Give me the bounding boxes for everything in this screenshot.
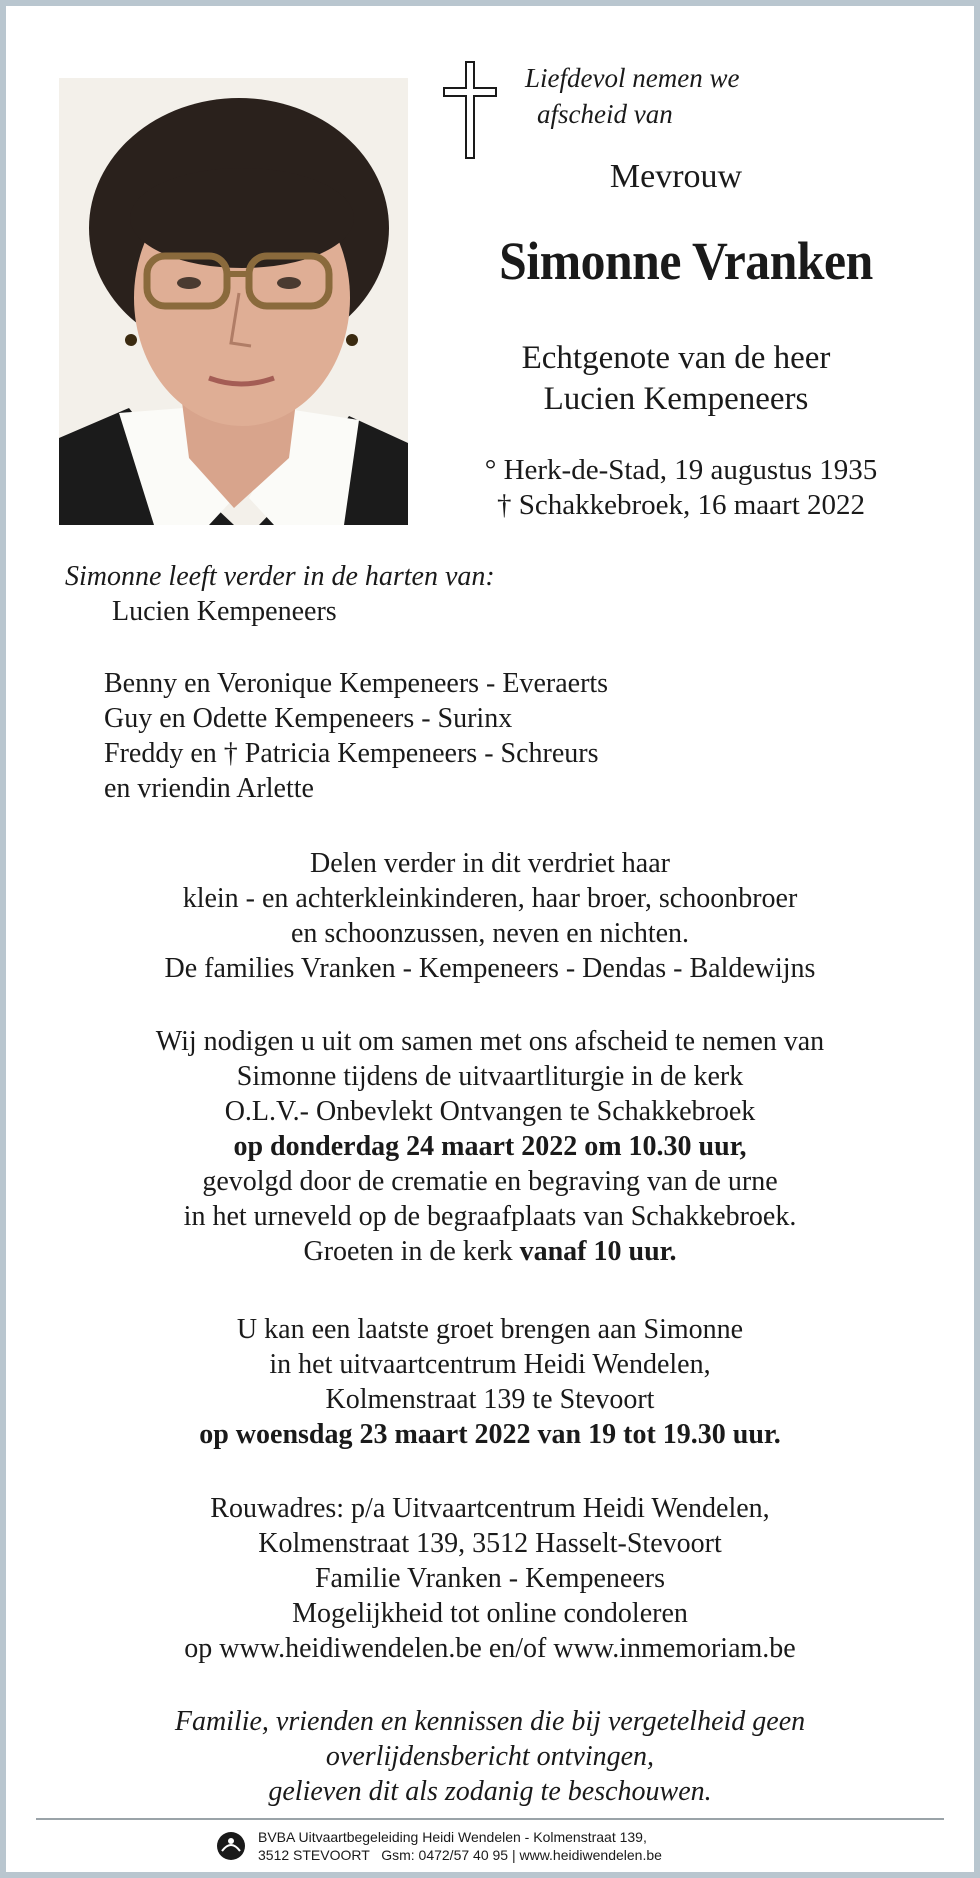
list-item: en vriendin Arlette (104, 773, 314, 804)
salutation: Mevrouw (609, 158, 743, 195)
text-line: gelieven dit als zodanig te beschouwen. (268, 1776, 712, 1807)
text-line: in het urneveld op de begraafplaats van Schakkebroek. (183, 1201, 797, 1232)
visitation-section (26, 1312, 954, 1452)
obituary-card (6, 6, 974, 1872)
lives-on-intro: Simonne leeft verder in de harten van: (65, 561, 495, 592)
invitation-section (26, 1024, 954, 1269)
greeting-time (26, 1234, 954, 1269)
lives-on-spouse: Lucien Kempeneers (112, 596, 337, 627)
text-line: De families Vranken - Kempeneers - Dendas - Baldewijns (164, 953, 816, 984)
text-line: Familie Vranken - Kempeneers (314, 1563, 665, 1594)
address-section (26, 1491, 954, 1666)
sharers-section (26, 846, 954, 986)
spouse-line: Echtgenote van de heer (521, 340, 831, 376)
text-line: gevolgd door de crematie en begraving van de urne (202, 1166, 778, 1197)
funeral-home-footer (216, 1824, 662, 1868)
list-item: Benny en Veronique Kempeneers - Everaerts (104, 668, 609, 699)
footer-line: BVBA Uitvaartbegeleiding Heidi Wendelen - Kolmenstraat 139, (258, 1829, 647, 1845)
text-line: overlijdensbericht ontvingen, (325, 1741, 655, 1772)
text-line: Rouwadres: p/a Uitvaartcentrum Heidi Wendelen, (210, 1493, 770, 1524)
list-item: Freddy en † Patricia Kempeneers - Schreurs (104, 738, 599, 769)
text-line: in het uitvaartcentrum Heidi Wendelen, (269, 1349, 711, 1380)
text-line: Familie, vrienden en kennissen die bij vergetelheid geen (174, 1706, 806, 1737)
text-line: U kan een laatste groet brengen aan Simonne (236, 1314, 744, 1345)
portrait-photo (59, 78, 408, 525)
birth-date: ° Herk-de-Stad, 19 augustus 1935 (484, 454, 878, 486)
text-line: Delen verder in dit verdriet haar (310, 848, 670, 879)
intro-line: afscheid van (537, 99, 673, 129)
life-dates (436, 453, 926, 523)
lives-on-section (65, 559, 495, 629)
children-list (104, 666, 608, 806)
footer-line: 3512 STEVOORT Gsm: 0472/57 40 95 | www.heidiwendelen.be (258, 1847, 662, 1863)
list-item: Guy en Odette Kempeneers - Surinx (104, 703, 513, 734)
bold-text: vanaf 10 uur. (519, 1236, 677, 1267)
footnote-section (26, 1704, 954, 1809)
death-date: † Schakkebroek, 16 maart 2022 (496, 489, 866, 521)
ceremony-datetime (26, 1129, 954, 1164)
bold-text: op donderdag 24 maart 2022 om 10.30 uur, (233, 1131, 747, 1162)
text-line: Wij nodigen u uit om samen met ons afscheid te nemen van (155, 1026, 825, 1057)
intro-line: Liefdevol nemen we (525, 63, 740, 93)
intro-text (525, 60, 825, 132)
text-line: en schoonzussen, neven en nichten. (290, 918, 690, 949)
divider (36, 1818, 944, 1820)
text-part: Groeten in de kerk (303, 1236, 520, 1267)
footer-text (258, 1828, 662, 1864)
spouse-line: Lucien Kempeneers (543, 381, 809, 417)
spouse-info (426, 338, 926, 420)
text-line: klein - en achterkleinkinderen, haar broer, schoonbroer (182, 883, 798, 914)
condolence-links: op www.heidiwendelen.be en/of www.inmemoriam.be (184, 1633, 796, 1664)
cross-icon (440, 60, 500, 160)
text-line: Mogelijkheid tot online condoleren (292, 1598, 688, 1629)
bold-text: op woensdag 23 maart 2022 van 19 tot 19.30 uur. (199, 1419, 781, 1450)
text-line: O.L.V.- Onbevlekt Ontvangen te Schakkebroek (224, 1096, 756, 1127)
text-line: Simonne tijdens de uitvaartliturgie in de kerk (236, 1061, 744, 1092)
funeral-home-logo-icon (216, 1831, 246, 1861)
visit-datetime (26, 1417, 954, 1452)
text-line: Kolmenstraat 139 te Stevoort (325, 1384, 655, 1415)
text-line: Kolmenstraat 139, 3512 Hasselt-Stevoort (258, 1528, 722, 1559)
deceased-name: Simonne Vranken (499, 231, 873, 291)
